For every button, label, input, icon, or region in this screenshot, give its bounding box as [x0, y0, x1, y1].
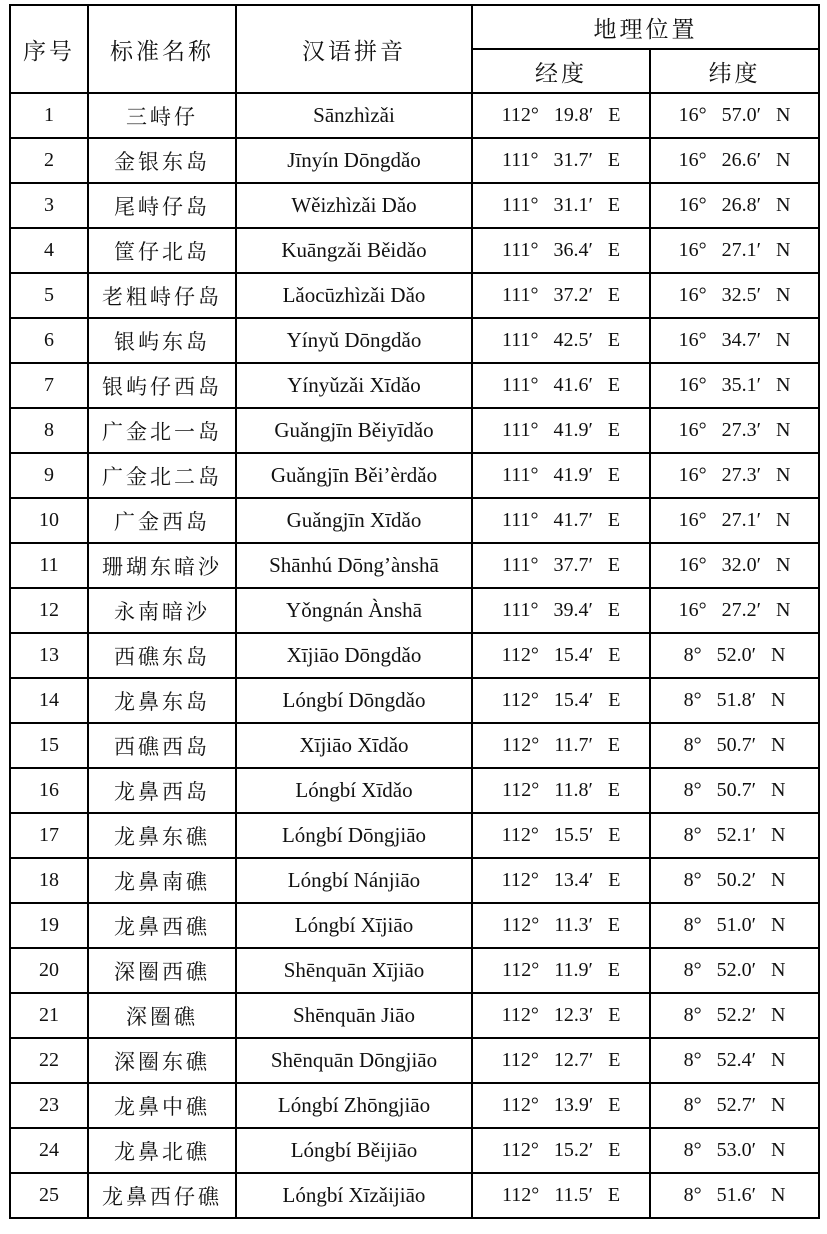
- cell-pinyin: Guǎngjīn Xīdǎo: [236, 498, 472, 543]
- cell-latitude: 16° 35.1′ N: [650, 363, 819, 408]
- cell-standard-name: 深圈西礁: [88, 948, 236, 993]
- table-row: [10, 1128, 819, 1173]
- table-row: [10, 543, 819, 588]
- cell-standard-name: 深圈东礁: [88, 1038, 236, 1083]
- cell-pinyin: Shānhú Dōng’ànshā: [236, 543, 472, 588]
- cell-latitude: 16° 27.2′ N: [650, 588, 819, 633]
- table-row: [10, 498, 819, 543]
- cell-pinyin: Lóngbí Dōngdǎo: [236, 678, 472, 723]
- cell-latitude: 8° 50.2′ N: [650, 858, 819, 903]
- cell-latitude: 16° 27.1′ N: [650, 228, 819, 273]
- cell-longitude: 111° 31.7′ E: [472, 138, 650, 183]
- cell-serial-number: 25: [10, 1173, 88, 1218]
- cell-latitude: 8° 51.8′ N: [650, 678, 819, 723]
- cell-latitude: 16° 32.5′ N: [650, 273, 819, 318]
- cell-longitude: 112° 15.2′ E: [472, 1128, 650, 1173]
- cell-serial-number: 20: [10, 948, 88, 993]
- cell-standard-name: 龙鼻东礁: [88, 813, 236, 858]
- cell-pinyin: Lóngbí Běijiāo: [236, 1128, 472, 1173]
- cell-longitude: 111° 41.7′ E: [472, 498, 650, 543]
- cell-pinyin: Lóngbí Nánjiāo: [236, 858, 472, 903]
- header-row-main: [10, 5, 819, 49]
- cell-standard-name: 永南暗沙: [88, 588, 236, 633]
- cell-standard-name: 广金北一岛: [88, 408, 236, 453]
- header-geographic-position: 地理位置: [472, 5, 819, 49]
- table-row: [10, 318, 819, 363]
- header-latitude: 纬度: [650, 49, 819, 93]
- cell-longitude: 111° 41.9′ E: [472, 408, 650, 453]
- table-row: [10, 993, 819, 1038]
- header-pinyin: 汉语拼音: [236, 5, 472, 93]
- cell-latitude: 16° 34.7′ N: [650, 318, 819, 363]
- cell-standard-name: 龙鼻西仔礁: [88, 1173, 236, 1218]
- header-standard-name: 标准名称: [88, 5, 236, 93]
- cell-standard-name: 龙鼻西岛: [88, 768, 236, 813]
- cell-longitude: 111° 41.6′ E: [472, 363, 650, 408]
- cell-pinyin: Lóngbí Xījiāo: [236, 903, 472, 948]
- cell-longitude: 112° 11.3′ E: [472, 903, 650, 948]
- cell-latitude: 16° 27.3′ N: [650, 408, 819, 453]
- cell-longitude: 111° 37.7′ E: [472, 543, 650, 588]
- geo-names-table: [9, 4, 820, 1219]
- cell-longitude: 111° 37.2′ E: [472, 273, 650, 318]
- cell-serial-number: 8: [10, 408, 88, 453]
- cell-pinyin: Yǒngnán Ànshā: [236, 588, 472, 633]
- cell-longitude: 111° 31.1′ E: [472, 183, 650, 228]
- cell-standard-name: 龙鼻北礁: [88, 1128, 236, 1173]
- cell-serial-number: 3: [10, 183, 88, 228]
- table-row: [10, 453, 819, 498]
- cell-serial-number: 2: [10, 138, 88, 183]
- cell-standard-name: 龙鼻西礁: [88, 903, 236, 948]
- cell-standard-name: 龙鼻中礁: [88, 1083, 236, 1128]
- cell-longitude: 112° 13.9′ E: [472, 1083, 650, 1128]
- cell-serial-number: 6: [10, 318, 88, 363]
- table-row: [10, 1173, 819, 1218]
- cell-latitude: 8° 51.6′ N: [650, 1173, 819, 1218]
- table-header: [10, 5, 819, 93]
- cell-longitude: 112° 15.4′ E: [472, 678, 650, 723]
- cell-standard-name: 尾峙仔岛: [88, 183, 236, 228]
- cell-longitude: 112° 12.7′ E: [472, 1038, 650, 1083]
- cell-serial-number: 19: [10, 903, 88, 948]
- cell-standard-name: 龙鼻南礁: [88, 858, 236, 903]
- cell-latitude: 16° 26.6′ N: [650, 138, 819, 183]
- table-row: [10, 723, 819, 768]
- cell-longitude: 112° 11.7′ E: [472, 723, 650, 768]
- cell-pinyin: Shēnquān Dōngjiāo: [236, 1038, 472, 1083]
- table-body: [10, 93, 819, 1218]
- cell-serial-number: 4: [10, 228, 88, 273]
- cell-standard-name: 广金西岛: [88, 498, 236, 543]
- cell-latitude: 16° 27.1′ N: [650, 498, 819, 543]
- cell-longitude: 112° 12.3′ E: [472, 993, 650, 1038]
- cell-serial-number: 16: [10, 768, 88, 813]
- cell-longitude: 111° 36.4′ E: [472, 228, 650, 273]
- cell-latitude: 16° 26.8′ N: [650, 183, 819, 228]
- table-row: [10, 768, 819, 813]
- table-row: [10, 633, 819, 678]
- cell-standard-name: 珊瑚东暗沙: [88, 543, 236, 588]
- cell-pinyin: Yínyǔ Dōngdǎo: [236, 318, 472, 363]
- cell-pinyin: Lóngbí Zhōngjiāo: [236, 1083, 472, 1128]
- cell-pinyin: Xījiāo Xīdǎo: [236, 723, 472, 768]
- cell-standard-name: 银屿东岛: [88, 318, 236, 363]
- table-row: [10, 138, 819, 183]
- cell-serial-number: 14: [10, 678, 88, 723]
- cell-latitude: 16° 57.0′ N: [650, 93, 819, 138]
- cell-serial-number: 23: [10, 1083, 88, 1128]
- cell-pinyin: Shēnquān Jiāo: [236, 993, 472, 1038]
- cell-standard-name: 银屿仔西岛: [88, 363, 236, 408]
- table-row: [10, 948, 819, 993]
- cell-serial-number: 5: [10, 273, 88, 318]
- cell-latitude: 16° 32.0′ N: [650, 543, 819, 588]
- cell-latitude: 8° 52.2′ N: [650, 993, 819, 1038]
- cell-pinyin: Lóngbí Xīdǎo: [236, 768, 472, 813]
- table-row: [10, 588, 819, 633]
- table-row: [10, 93, 819, 138]
- cell-longitude: 111° 42.5′ E: [472, 318, 650, 363]
- cell-serial-number: 24: [10, 1128, 88, 1173]
- table-row: [10, 183, 819, 228]
- cell-standard-name: 龙鼻东岛: [88, 678, 236, 723]
- cell-serial-number: 18: [10, 858, 88, 903]
- cell-pinyin: Kuāngzǎi Běidǎo: [236, 228, 472, 273]
- table-row: [10, 273, 819, 318]
- cell-pinyin: Yínyǔzǎi Xīdǎo: [236, 363, 472, 408]
- cell-standard-name: 深圈礁: [88, 993, 236, 1038]
- cell-longitude: 112° 11.5′ E: [472, 1173, 650, 1218]
- cell-serial-number: 15: [10, 723, 88, 768]
- cell-longitude: 111° 39.4′ E: [472, 588, 650, 633]
- table-row: [10, 1038, 819, 1083]
- cell-latitude: 8° 53.0′ N: [650, 1128, 819, 1173]
- table-row: [10, 813, 819, 858]
- cell-latitude: 8° 50.7′ N: [650, 768, 819, 813]
- cell-standard-name: 筐仔北岛: [88, 228, 236, 273]
- cell-serial-number: 11: [10, 543, 88, 588]
- table-row: [10, 363, 819, 408]
- header-longitude: 经度: [472, 49, 650, 93]
- cell-latitude: 8° 51.0′ N: [650, 903, 819, 948]
- cell-pinyin: Sānzhìzǎi: [236, 93, 472, 138]
- cell-serial-number: 13: [10, 633, 88, 678]
- cell-latitude: 16° 27.3′ N: [650, 453, 819, 498]
- cell-latitude: 8° 52.4′ N: [650, 1038, 819, 1083]
- cell-longitude: 112° 11.8′ E: [472, 768, 650, 813]
- cell-serial-number: 1: [10, 93, 88, 138]
- cell-pinyin: Guǎngjīn Běiyīdǎo: [236, 408, 472, 453]
- cell-serial-number: 12: [10, 588, 88, 633]
- cell-serial-number: 10: [10, 498, 88, 543]
- cell-longitude: 112° 15.4′ E: [472, 633, 650, 678]
- table-row: [10, 678, 819, 723]
- cell-pinyin: Wěizhìzǎi Dǎo: [236, 183, 472, 228]
- cell-standard-name: 金银东岛: [88, 138, 236, 183]
- cell-serial-number: 21: [10, 993, 88, 1038]
- cell-longitude: 112° 19.8′ E: [472, 93, 650, 138]
- cell-serial-number: 9: [10, 453, 88, 498]
- cell-serial-number: 17: [10, 813, 88, 858]
- cell-standard-name: 广金北二岛: [88, 453, 236, 498]
- table-row: [10, 903, 819, 948]
- cell-pinyin: Lóngbí Dōngjiāo: [236, 813, 472, 858]
- cell-longitude: 112° 11.9′ E: [472, 948, 650, 993]
- table-row: [10, 1083, 819, 1128]
- cell-pinyin: Jīnyín Dōngdǎo: [236, 138, 472, 183]
- cell-standard-name: 三峙仔: [88, 93, 236, 138]
- cell-longitude: 112° 13.4′ E: [472, 858, 650, 903]
- cell-latitude: 8° 52.0′ N: [650, 633, 819, 678]
- cell-standard-name: 西礁东岛: [88, 633, 236, 678]
- cell-pinyin: Xījiāo Dōngdǎo: [236, 633, 472, 678]
- cell-standard-name: 老粗峙仔岛: [88, 273, 236, 318]
- table-row: [10, 228, 819, 273]
- cell-serial-number: 7: [10, 363, 88, 408]
- cell-longitude: 112° 15.5′ E: [472, 813, 650, 858]
- cell-longitude: 111° 41.9′ E: [472, 453, 650, 498]
- cell-pinyin: Shēnquān Xījiāo: [236, 948, 472, 993]
- cell-latitude: 8° 50.7′ N: [650, 723, 819, 768]
- cell-latitude: 8° 52.0′ N: [650, 948, 819, 993]
- cell-serial-number: 22: [10, 1038, 88, 1083]
- cell-latitude: 8° 52.1′ N: [650, 813, 819, 858]
- table-row: [10, 408, 819, 453]
- cell-pinyin: Guǎngjīn Běi’èrdǎo: [236, 453, 472, 498]
- cell-pinyin: Lǎocūzhìzǎi Dǎo: [236, 273, 472, 318]
- table-row: [10, 858, 819, 903]
- cell-standard-name: 西礁西岛: [88, 723, 236, 768]
- cell-latitude: 8° 52.7′ N: [650, 1083, 819, 1128]
- header-serial-number: 序号: [10, 5, 88, 93]
- cell-pinyin: Lóngbí Xīzǎijiāo: [236, 1173, 472, 1218]
